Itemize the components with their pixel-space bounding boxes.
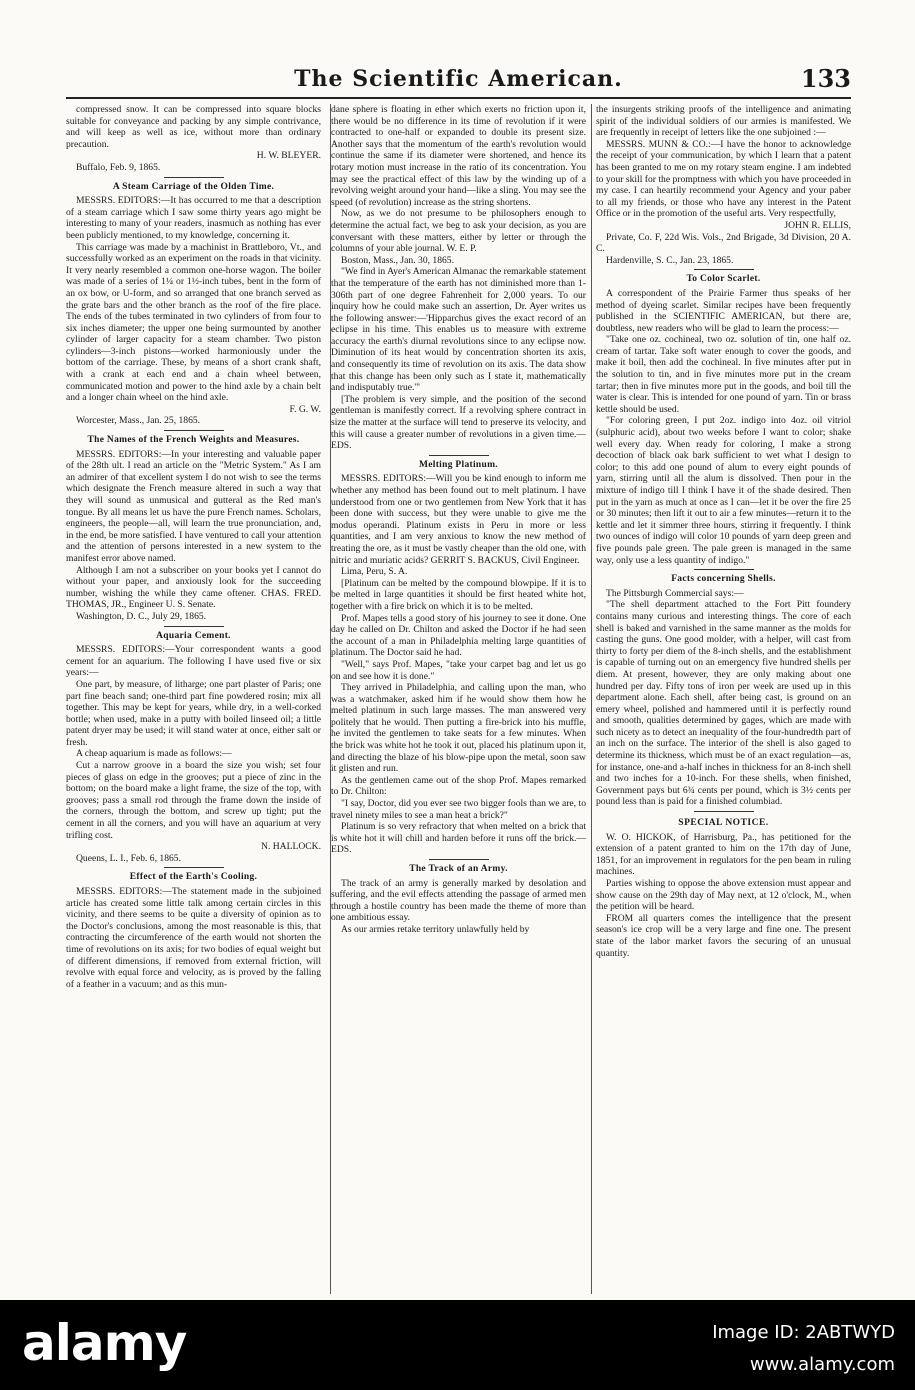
dateline: Boston, Mass., Jan. 30, 1865. bbox=[341, 254, 454, 266]
dateline: Buffalo, Feb. 9, 1865. bbox=[76, 161, 161, 173]
paragraph: W. O. HICKOK, of Harrisburg, Pa., has petitioned for the extension of a patent granted to him on the 17th day of June, 1851, for an improvement in regulators for the pen beam in ruling machines. bbox=[596, 831, 851, 878]
column-2 bbox=[331, 104, 586, 936]
section-separator bbox=[694, 269, 754, 270]
header-rule bbox=[66, 97, 851, 99]
section-separator bbox=[164, 626, 224, 627]
article-heading: To Color Scarlet. bbox=[686, 274, 761, 285]
paragraph: Prof. Mapes tells a good story of his journey to see it done. One day he called on Dr. Chilton and asked the Doctor if he had seen the account of a man in Philadelphia melting large quantities of platinum. The Doctor said he had. bbox=[331, 612, 586, 659]
paragraph: "The shell department attached to the Fort Pitt foundery contains many curious and interesting things. The core of each shell is baked and varnished in the same manner as the molds for casting the guns. One good molder, with a helper, will cast from thirty to forty per diem of the 8-inch shells, and the establishment is capable of turning out on an emergency five hundred shells per diem. At present, however, they are only making about one hundred per day. Fifty tons of iron per week are used up in this department alone. Each shell, after being cast, is ground on an emery wheel, polished and hammered until it is perfectly round and smooth, qualities determined by gages, which are made with such nicety as to detect an inequality of the four-hundredth part of an inch on the surface. The interior of the shell is also gaged to determine its thickness, which must be of an exact regulation—as, for instance, one-and a-half inches in thickness for an 8-inch shell and two inches for a 10-inch. For these shells, when finished, Government pays but 6¾ cents per pound, which is 3½ cents per pound less than is paid for a finished columbiad. bbox=[596, 599, 851, 808]
signature: H. W. BLEYER. bbox=[256, 150, 321, 162]
paragraph: Platinum is so very refractory that when melted on a brick that is white hot it will chill and harden before it runs off the brick.—EDS. bbox=[331, 821, 586, 856]
paragraph: As the gentlemen came out of the shop Prof. Mapes remarked to Dr. Chilton: bbox=[331, 774, 586, 798]
alamy-logo: alamy bbox=[22, 1314, 187, 1372]
paragraph: The track of an army is generally marked by desolation and suffering, and the evil effects attending the passage of armed men through a hostile country has been made the theme of more than one ambitious essay. bbox=[331, 877, 586, 924]
section-separator bbox=[429, 859, 489, 860]
dateline: Queens, L. I., Feb. 6, 1865. bbox=[76, 852, 181, 864]
paragraph: Now, as we do not presume to be philosophers enough to determine the actual fact, we beg to ask your decision, as you are conversant with these matters, either by letter or through the columns of your able journal. W. E. P. bbox=[331, 208, 586, 255]
article-heading: Aquaria Cement. bbox=[156, 630, 231, 641]
page-number: 133 bbox=[800, 64, 851, 93]
column-3 bbox=[596, 104, 851, 959]
special-notice-heading: SPECIAL NOTICE. bbox=[678, 818, 769, 829]
article-heading: Facts concerning Shells. bbox=[671, 574, 776, 585]
paragraph: MESSRS. EDITORS:—It has occurred to me that a description of a steam carriage which I saw some thirty years ago might be interesting to many of your readers, inasmuch as nothing has ever been publicly mentioned, to my knowledge, concerning it. bbox=[66, 195, 321, 241]
image-id: Image ID: 2ABTWYD bbox=[712, 1322, 895, 1343]
paragraph: compressed snow. It can be compressed into square blocks suitable for conveyance and packing by any simple contrivance, and will keep as well as ice, without more than ordinary precaution. bbox=[66, 104, 321, 150]
watermark-url: www.alamy.com bbox=[749, 1354, 895, 1375]
paragraph: "We find in Ayer's American Almanac the remarkable statement that the temperature of the earth has not diminished more than 1-306th part of one degree Fahrenheit for 2,000 years. To our inquiry how he could make such an assertion, Dr. Ayer writes us the following answer:—'Hipparchus gives the exact record of an eclipse in his time. This enables us to measure with extreme accuracy the earth's diurnal revolutions since to any eclipse now. Diminution of its heat would by concentration shorten its axis, and consequently its time of revolution on its axis. The data show that this change has been only such as I state it, mathematically and indisputably true.'" bbox=[331, 266, 586, 394]
paragraph: MESSRS. MUNN & CO.:—I have the honor to acknowledge the receipt of your communication, by which I learn that a patent has been granted to me on my rotary steam engine. I am indebted to your skill for the promptness with which you have proceeded in my case. I can heartily recommend your Agency and your paber to all my friends, or those who have any interest in the Patent Office or in the promotion of the useful arts. Very respectfully, bbox=[596, 138, 851, 220]
section-separator bbox=[164, 430, 224, 431]
paragraph: Although I am not a subscriber on your books yet I cannot do without your paper, and anxiously look for the succeeding number, wishing the while they came oftener. CHAS. FRED. THOMAS, JR., Engineer U. S. Senate. bbox=[66, 564, 321, 611]
paragraph: FROM all quarters comes the intelligence that the present season's ice crop will be a very large and fine one. The present state of the labor market favors the securing of an unusual quantity. bbox=[596, 912, 851, 959]
masthead bbox=[66, 66, 851, 94]
section-separator bbox=[694, 569, 754, 570]
dateline: Lima, Peru, S. A. bbox=[341, 566, 408, 578]
paragraph: This carriage was made by a machinist in Brattleboro, Vt., and successfully worked as an experiment on the roads in that vicinity. It very nearly resembled a common one-horse wagon. The boiler was made of a series of 1¼ or 1½-inch tubes, bent in the form of an ox bow, or U-form, and so arranged that one branch served as the grate bars and the other branch as the roof of the fire place. The ends of the tubes terminated in two cylinders of from four to six inches diameter; the upper one being surmounted by another cylinder of larger capacity for a steam chamber. Two piston cylinders—3-inch pistons—worked harmoniously under the bottom of the carriage. These, by means of a short crank shaft, with a crank at each end and a chain wheel between, communicated motion and power to the hind axle by a chain belt and a longer chain wheel on the hind axle. bbox=[66, 241, 321, 404]
signature: N. HALLOCK. bbox=[261, 841, 321, 853]
paragraph: A cheap aquarium is made as follows:— bbox=[76, 748, 232, 760]
section-separator bbox=[164, 867, 224, 868]
column-divider bbox=[591, 104, 592, 1294]
paragraph: MESSRS. EDITORS:—Your correspondent wants a good cement for an aquarium. The following I have used five or six years:— bbox=[66, 644, 321, 679]
article-heading: The Track of an Army. bbox=[409, 864, 508, 874]
dateline: Hardenville, S. C., Jan. 23, 1865. bbox=[606, 254, 734, 266]
paragraph: "Well," says Prof. Mapes, "take your carpet bag and let us go on and see how it is done." bbox=[331, 658, 586, 682]
dateline: Worcester, Mass., Jan. 25, 1865. bbox=[76, 415, 201, 427]
paragraph: MESSRS. EDITORS:—The statement made in the subjoined article has created some little talk among certain circles in this vicinity, and there seems to be quite a diversity of opinion as to the Doctor's conclusions, among the most reasonable is this, that contracting the circumference of the earth would not shorten the time of revolutions on its axis; for two bodies of equal weight but of different dimensions, if removed from external friction, will revolve with equal force and velocity, as is proved by the falling of a feather in a vacuum; and as this mun- bbox=[66, 886, 321, 990]
article-heading: Effect of the Earth's Cooling. bbox=[129, 872, 258, 883]
paragraph: Parties wishing to oppose the above extension must appear and show cause on the 29th day of May next, at 12 o'clock, M., when the petition will be heard. bbox=[596, 878, 851, 913]
section-separator bbox=[694, 811, 754, 812]
paragraph: As our armies retake territory unlawfully held by bbox=[341, 923, 530, 935]
signature: F. G. W. bbox=[289, 403, 321, 415]
signature: JOHN R. ELLIS, bbox=[784, 219, 851, 231]
paragraph: "I say, Doctor, did you ever see two bigger fools than we are, to travel ninety miles to see a man heat a brick?" bbox=[331, 798, 586, 821]
paragraph: [The problem is very simple, and the position of the second gentleman is manifestly correct. If a revolving sphere contract in size the matter at the surface will tend to preserve its velocity, and this will cause a greater number of revolutions in a given time.—EDS. bbox=[331, 393, 586, 452]
paragraph: MESSRS. EDITORS:—Will you be kind enough to inform me whether any method has been found out to melt platinum. I have understood from one or two gentlemen from New York that it has been done with success, but they were unable to give me the modus operandi. Platinum exists in Peru in more or less quantities, and I am very anxious to know the new method of treating the ore, as it must be vastly cheaper than the old one, with nitric and muriatic acids? GERRIT S. BACKUS, Civil Engineer. bbox=[331, 473, 586, 566]
watermark-banner bbox=[0, 1300, 915, 1390]
article-heading: Melting Platinum. bbox=[419, 459, 498, 470]
paragraph: the insurgents striking proofs of the intelligence and animating spirit of the individual soldiers of our armies is manifested. We are frequently in receipt of letters like the one subjoined :— bbox=[596, 104, 851, 139]
paragraph: dane sphere is floating in ether which exerts no friction upon it, there would be no difference in its time of revolution if it were contracted to one-half or expanded to double its present size. Another says that the momentum of the earth's revolution would continue the same if its diameter were shortened, and hence its rotary motion must increase in the ratio of its concentration. You may see the practical effect of this law by the winding up of a revolving weight around your hand—like a sling. You may see the speed (of revolution) increase as the string shortens. bbox=[331, 104, 586, 208]
newspaper-title: The Scientific American. bbox=[294, 66, 623, 92]
paragraph: MESSRS. EDITORS:—In your interesting and valuable paper of the 28th ult. I read an article on the "Metric System." As I am an admirer of that excellent system I do not wish to see the terms which designate the French measure altered in such a way that they will sound as unmusical and gutteral as the Red man's tongue. By all means let us have the pure French names. Scholars, engineers, the people—all, will learn the true pronunciation, and, in the end, be more satisfied. I have ventured to call your attention and the attention of persons interested in a new system to the manifest error above named. bbox=[66, 448, 321, 564]
article-heading: The Names of the French Weights and Measures. bbox=[87, 435, 300, 446]
paragraph: "Take one oz. cochineal, two oz. solution of tin, one half oz. cream of tartar. Take soft water enough to cover the goods, and make it boil, then add the cochineal. In five minutes after put in the solution to tin, and in five minutes more put in the cream tartar; then in five minutes more put in the goods, and boil till the water is clear. This is intended for one pound of yarn. Tin or brass kettle should be used. bbox=[596, 334, 851, 415]
paragraph: One part, by measure, of litharge; one part plaster of Paris; one part fine beach sand; one-third part fine powdered rosin; mix all together. This may be kept for years, while dry, in a well-corked bottle; when used, make in a putty with boiled linseed oil; a little patent dryer may be used; it will stand water at once, either salt or fresh. bbox=[66, 678, 321, 748]
column-1 bbox=[66, 104, 321, 990]
dateline: Washington, D. C., July 29, 1865. bbox=[76, 610, 207, 622]
paragraph: "For coloring green, I put 2oz. indigo into 4oz. oil vitriol (sulphuric acid), about two weeks before I want to color; shake well every day. When ready for coloring, I make a strong decoction of black oak bark sufficient to wet what I design to color; to this add one pound of alum to every eight pounds of yarn, stirring until all the alum is dissolved. Then pour in the mixture of indigo till I think I have it of the shade desired. Then put in the yarn as much at once as I can—let it be over the fire 25 or 30 minutes; then lift it out to air a few minutes—return it to the kettle and let it simmer three hours, stirring it frequently. I think two ounces of indigo will color 10 pounds of yarn deep green and five pounds pale green. The pale green is managed in the same way, only use a less quantity of indigo." bbox=[596, 415, 851, 566]
section-separator bbox=[429, 455, 489, 456]
paragraph: Cut a narrow groove in a board the size you wish; set four pieces of glass on edge in the grooves; put a piece of zinc in the bottom; on the board make a light frame, the size of the top, with grooves; pass a small rod through the frame down the inside of the corners, through the bottom, and screw up tight; put the cement in all the corners, and you will have an aquarium at very trifling cost. bbox=[66, 760, 321, 841]
paragraph: Private, Co. F, 22d Wis. Vols., 2nd Brigade, 3d Division, 20 A. C. bbox=[596, 231, 851, 255]
section-separator bbox=[164, 177, 224, 178]
article-heading: A Steam Carriage of the Olden Time. bbox=[112, 181, 275, 192]
paragraph: A correspondent of the Prairie Farmer thus speaks of her method of dyeing scarlet. Similar recipes have been frequently published in the SCIENTIFIC AMERICAN, but there are, doubtless, new readers who will be glad to learn the process:— bbox=[596, 287, 851, 334]
paragraph: They arrived in Philadelphia, and calling upon the man, who was a watchmaker, asked him if he would show them how he melted platinum in such large masses. The man answered very politely that he would. Then putting a fire-brick into his muffle, he invited the gentlemen to take seats for a few minutes. When the brick was white hot he took it out, placed his platinum upon it, and directing the blaze of his blow-pipe upon the metal, soon saw it glisten and run. bbox=[331, 682, 586, 775]
paragraph: The Pittsburgh Commercial says:— bbox=[606, 587, 744, 599]
paragraph: [Platinum can be melted by the compound blowpipe. If it is to be melted in large quantities it should be first heated white hot, together with a fire brick on which it is to be melted. bbox=[331, 577, 586, 612]
